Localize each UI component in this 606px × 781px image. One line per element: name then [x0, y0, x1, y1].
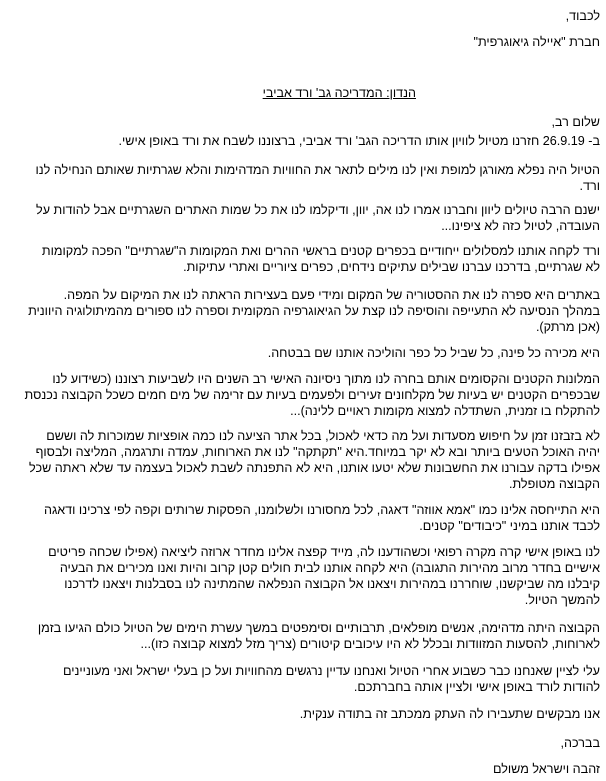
paragraph-line: הקבוצה מטופלת. [508, 477, 600, 491]
paragraph-line: הטיול היה נפלא מאורגן למופת ואין לנו מילים לתאר את החוויות המדהימות והלא שגרתיות שאותם הנחילה לנו [35, 163, 600, 177]
paragraph-line: לא בזבזנו זמן על חיפוש מסעדות ועל מה כדאי לאכול, בכל אתר הציעה לנו כמה אופציות שמוכרות לה וששם [46, 429, 600, 443]
paragraph-line: שבכפרים הקטנים יש בעיות של מקלחונים זעירים ולפעמים בעיות עם זרימה של מים חמים כשכל הקבוצה נכנסת [24, 388, 600, 402]
paragraph-line: לארוחות, להסעות המזוודות ובכלל לא היו עיכובים קיטורים (צריך מזל למצוא קבוצה כזו)... [140, 637, 600, 651]
signature: זהבה וישראל משולם [492, 762, 600, 776]
company-line: חברת "איילה גיאוגרפית" [473, 35, 600, 49]
paragraph-line: עלי לציין שאנחנו כבר כשבוע אחרי הטיול ואנחנו עדיין נרגשים מהחוויות ועל כן בעלי ישראל ואני מעוניינים [62, 664, 600, 678]
paragraph-line: יהיה האוכל הטעים ביותר ובא לא יקר במיוחד.היא "תקתקה" לנו את הארוחות, עמדה ותרגמה, המליצה ולבסוף [35, 445, 600, 459]
paragraph-line: היא התייחסה אלינו כמו "אמא אווזה" דאגה, לכל מחסורנו ולשלומנו, הפסקות שרותים וקפה לפי צרכינו ודאגה [43, 503, 600, 517]
paragraph-line: הקבוצה היתה מדהימה, אנשים מופלאים, תרבותיים וסימפטים במשך עשרת הימים של הטיול כולם הגיעו בזמן [37, 621, 600, 635]
paragraph-line: אישיים בחדר מרוב מהירות התגובה) היא לקחה אותנו לבית חולים קטן קרוב והיות ואנו מכירים את הבעיה [59, 561, 600, 575]
paragraph-line: לא שגרתיים, בדרכנו עברנו שבילים עתיקים נידחים, כפרים ציוריים ואתרי עתיקות. [183, 260, 600, 274]
paragraph-line: במהלך הנסיעה לא התעייפה והוסיפה לנו קצת על הגיאוגרפיה המקומית וספרה לנו ספורים מהמיתולוגיה היוונית [28, 304, 600, 318]
paragraph-line: המלונות הקטנים והקסומים אותם בחרה לנו מתוך ניסיונה האישי רב השנים היו לשביעות רצוננו (כשידוע לנו [52, 372, 600, 386]
paragraph-line: היא מכירה כל פינה, כל שביל כל כפר והוליכה אותנו שם בבטחה. [267, 346, 600, 360]
closing: בברכה, [560, 736, 600, 750]
paragraph-line: לכבד אותנו במיני "כיבודים" קטנים. [419, 519, 600, 533]
paragraph-line: אנו מבקשים שתעבירו לה העתק ממכתב זה בתודה ענקית. [299, 707, 600, 721]
paragraph-line: אפילו בדקה עבורנו את החשבונות שלא יטעו אותנו, היא לא התפנתה לשבת לאכול בעצמה עד שלא ראתה שכל [29, 461, 600, 475]
paragraph-line: להמשך הטיול. [524, 593, 600, 607]
paragraph-line: ורד. [579, 179, 600, 193]
paragraph-line: לנו באופן אישי קרה מקרה רפואי וכשהודענו לה, מייד קפצה אלינו מחדר ארוזה ליציאה (אפילו שכחה פריטים [48, 545, 600, 559]
paragraph-line: קיבלנו מה שביקשנו, שוחררנו במהירות ויצאנו אל הקבוצה הנפלאה שהמתינה לנו בסבלנות ויצאנו לדרכנו [64, 577, 600, 591]
paragraph-line: באתרים היא ספרה לנו את ההסטוריה של המקום ומידי פעם בעצירות הראתה לנו את המיקום על המפה. [63, 288, 600, 302]
recipient-line: לכבוד, [565, 9, 600, 23]
paragraph-line: ב- 26.9.19 חזרנו מטיול לוויון אותו הדריכה הגב' ורד אביבי, ברצוננו לשבח את ורד באופן אישי. [118, 134, 600, 148]
paragraph-line: ישנם הרבה טיולים ליוון וחברנו אמרו לנו אה, יוון, ודיקלמו לנו את כל שמות האתרים השגרתיים אבל להודות על [36, 203, 600, 217]
greeting: שלום רב, [551, 115, 600, 129]
paragraph-line: ורד לקחה אותנו למסלולים ייחודיים בכפרים קטנים בראשי ההרים ואת המקומות ה"שגרתיים" הפכה למקומות [41, 244, 600, 258]
paragraph-line: להתקלח בו זמנית, השתדלה למצוא מקומות ראויים ללינה)... [290, 404, 600, 418]
subject-line: הנדון: המדריכה גב' ורד אביבי [262, 86, 416, 100]
paragraph-line: העובדה, לטיול כזה לא ציפינו... [441, 219, 600, 233]
paragraph-line: להודות לורד באופן אישי ולציין אותה בחברתכם. [353, 680, 600, 694]
paragraph-line: (אכן מרתק). [535, 320, 600, 334]
